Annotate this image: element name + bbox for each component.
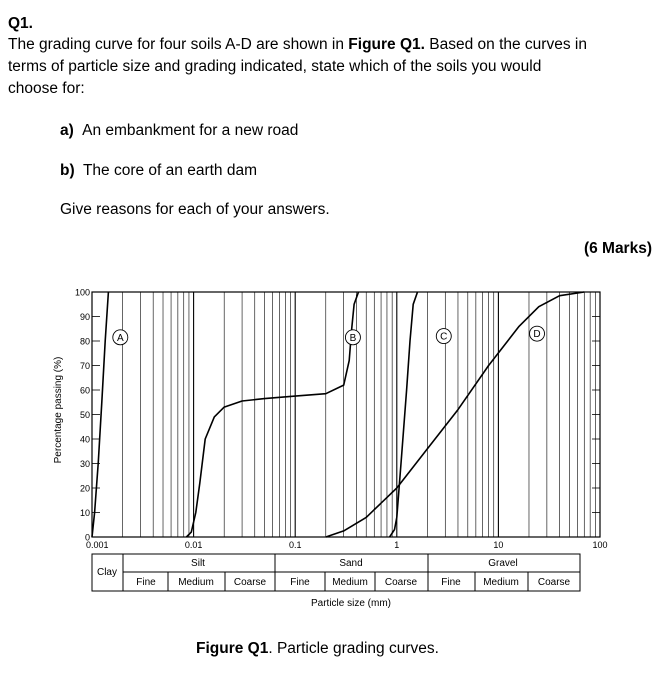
marks-label: (6 Marks) (583, 240, 652, 257)
x-axis-label: Particle size (mm) (310, 598, 392, 609)
part-a-label: a) (60, 122, 74, 139)
classification-table (92, 554, 580, 591)
y-tick-labels (75, 288, 90, 543)
silt-label: Silt (191, 558, 205, 569)
figure-caption (196, 641, 439, 657)
x-tick-label: 0.01 (184, 540, 203, 550)
sand-medium-label: Medium (332, 577, 368, 588)
gravel-medium-label: Medium (483, 577, 519, 588)
y-tick-label: 10 (79, 508, 90, 518)
y-tick-label: 60 (79, 385, 90, 396)
part-a-text: An embankment for a new road (82, 122, 299, 139)
y-tick-label: 50 (79, 410, 90, 420)
gravel-coarse-label: Coarse (537, 577, 571, 588)
silt-fine-label: Fine (136, 577, 156, 588)
x-tick-labels (86, 540, 608, 550)
silt-coarse-label: Coarse (233, 577, 267, 588)
y-tick-marks (92, 317, 600, 513)
gravel-label: Gravel (488, 558, 518, 569)
major-grid (194, 292, 499, 537)
grading-curves (92, 292, 584, 537)
y-tick-label: 30 (79, 459, 90, 469)
intro-text-b: Based on the curves in (424, 36, 587, 53)
gravel-fine-label: Fine (441, 577, 461, 588)
curve-d (326, 292, 585, 537)
question-intro-line-2: terms of particle size and grading indicated, state which of the soils you would (8, 58, 542, 75)
x-tick-label: 0.001 (86, 540, 109, 550)
curve-label-a: A (116, 332, 124, 344)
curve-label-b: B (349, 332, 357, 344)
x-tick-label: 100 (592, 540, 608, 550)
question-number: Q1. (8, 15, 33, 32)
figure-reference: Figure Q1. (348, 36, 425, 53)
x-tick-label: 10 (493, 540, 504, 550)
plot-frame (92, 292, 600, 537)
silt-medium-label: Medium (178, 577, 214, 588)
y-tick-label: 0 (84, 532, 90, 543)
clay-label: Clay (96, 567, 118, 578)
part-b-label: b) (60, 162, 75, 179)
y-tick-label: 20 (79, 483, 90, 494)
curve-c (390, 292, 418, 537)
curve-label-c: C (440, 331, 448, 343)
x-tick-label: 1 (394, 540, 400, 550)
sand-fine-label: Fine (290, 577, 310, 588)
y-axis-label: Percentage passing (%) (53, 356, 64, 464)
instruction-text: Give reasons for each of your answers. (60, 201, 330, 218)
y-tick-label: 40 (79, 434, 90, 445)
curve-label-d: D (533, 329, 541, 341)
sand-label: Sand (339, 558, 363, 569)
y-tick-label: 80 (79, 336, 90, 347)
part-b-text: The core of an earth dam (82, 162, 257, 179)
x-tick-label: 0.1 (288, 540, 302, 550)
sand-coarse-label: Coarse (384, 577, 418, 588)
figure-caption-text: . Particle grading curves. (268, 640, 439, 657)
y-tick-label: 90 (79, 312, 90, 322)
y-tick-label: 100 (74, 287, 90, 298)
y-tick-label: 70 (79, 361, 90, 371)
intro-text-a: The grading curve for four soils A-D are shown in (8, 36, 349, 53)
figure-caption-label: Figure Q1 (196, 640, 269, 657)
question-intro-line-3: choose for: (8, 80, 85, 97)
